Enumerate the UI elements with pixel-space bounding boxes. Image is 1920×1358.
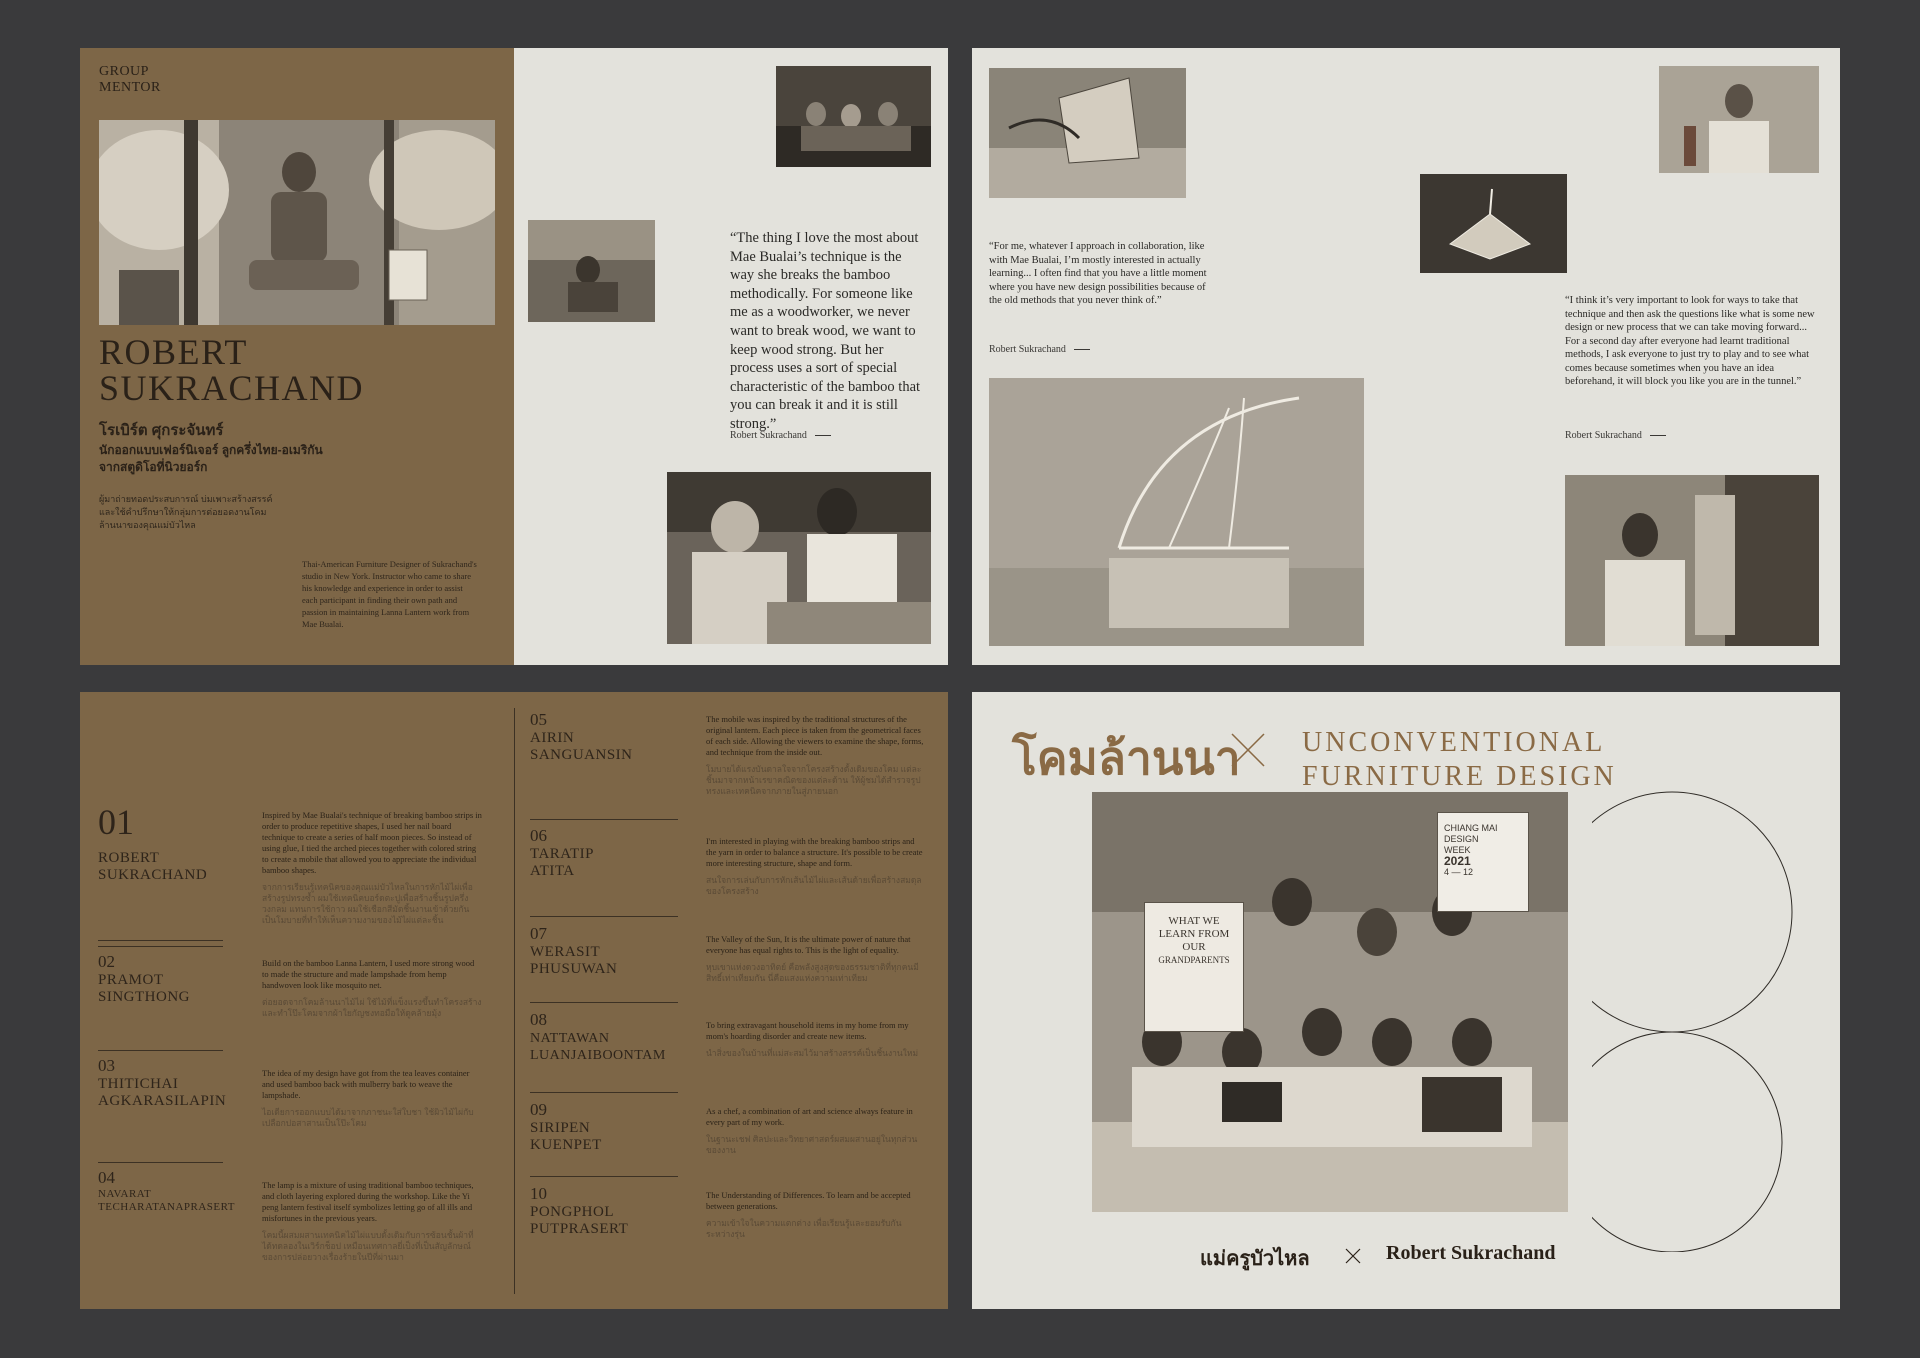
participant-10: [530, 1184, 680, 1238]
participant-09-name1: SIRIPEN: [530, 1120, 591, 1136]
photo-bamboo-sculpture: [989, 378, 1364, 646]
divider-09: [530, 1176, 678, 1177]
participant-07-number: 07: [530, 924, 547, 943]
mentor-cream-panel: [514, 48, 948, 665]
mentor-role-th-line1: นักออกแบบเฟอร์นิเจอร์ ลูกครึ่งไทย-อเมริกัน: [99, 443, 323, 457]
participant-04: [98, 1168, 258, 1214]
description-10: [706, 1190, 926, 1240]
photo-bamboo-tools: [989, 68, 1186, 198]
description-07-en: The Valley of the Sun, It is the ultimate power of nature that everyone has equal rights to. This is the light of equality.: [706, 934, 911, 955]
description-01: [262, 810, 482, 926]
photo-grandmother-and-student: [667, 472, 931, 644]
sign-design-week-dates: 4 — 12: [1444, 867, 1474, 877]
photo-working-bamboo: [528, 220, 655, 322]
description-01-th: จากการเรียนรู้เทคนิคของคุณแม่บัวไหลในการหักไม้ไผ่เพื่อสร้างรูปทรงซ้ำ ผมใช้เทคนิคบอร์ดตะปูเพื่อสร้างชิ้นรูปครึ่งวงกลม แทนการใช้กาว ผมใช้เชือกสีมัดชิ้นงานเข้าด้วยกันเป็นโมบายที่ทำให้เห็นความงามของไม้ไผ่แต่ละชิ้น: [262, 882, 473, 925]
participant-03-name1: THITICHAI: [98, 1076, 179, 1092]
mentor-name-line1: ROBERT: [99, 332, 248, 372]
participant-08-number: 08: [530, 1010, 547, 1029]
participant-09: [530, 1100, 680, 1154]
quote-new-design-attribution: [1565, 430, 1666, 441]
quote-learning: “For me, whatever I approach in collaboration, like with Mae Bualai, I’m mostly interested in actually learning... I often find that you have a little moment where you have new design possibilities because of the old methods that you never think of.”: [989, 241, 1207, 306]
participant-01: [98, 804, 228, 884]
mentor-intro-th-line2: และใช้คำปรึกษาให้กลุ่มการต่อยอดงานโคม: [99, 507, 267, 517]
mentor-role-th-line2: จากสตูดิโอที่นิวยอร์ก: [99, 460, 208, 474]
participant-04-number: 04: [98, 1168, 115, 1187]
divider-06: [530, 916, 678, 917]
participant-01-name1: ROBERT: [98, 850, 160, 866]
mentor-name-th: โรเบิร์ต ศุกระจันทร์: [99, 422, 224, 439]
participant-01-number: 01: [98, 802, 134, 842]
photo-man-smiling: [1659, 66, 1819, 173]
sign-grandparents-line2: LEARN FROM: [1158, 928, 1230, 940]
description-06-th: สนใจการเล่นกับการหักเส้นไม้ไผ่และเส้นด้ายเพื่อสร้างสมดุลของโครงสร้าง: [706, 875, 922, 896]
cover-title-th: โคมล้านนา: [1012, 732, 1241, 784]
description-06-en: I'm interested in playing with the breaking bamboo strips and the yarn in order to balance a structure. It's possible to be create more interesting structure, shape and form.: [706, 836, 923, 868]
divider-05: [530, 819, 678, 820]
participant-06-name2: ATITA: [530, 863, 575, 879]
sign-design-week: [1437, 812, 1529, 912]
participant-06-name1: TARATIP: [530, 846, 594, 862]
footer-cross-icon: [1343, 1246, 1363, 1266]
cover-footer-en: Robert Sukrachand: [1386, 1242, 1556, 1264]
mentor-portrait-photo: [99, 120, 495, 325]
divider-08: [530, 1092, 678, 1093]
participant-10-number: 10: [530, 1184, 547, 1203]
participant-05-name1: AIRIN: [530, 730, 575, 746]
description-02-th: ต่อยอดจากโคมล้านนาไม้ไผ่ ใช้ไม้ที่แข็งแรงขึ้นทำโครงสร้าง และทำโป๊ะโคมจากผ้าใยกัญชงทอมือให้ดูคล้ายมุ้ง: [262, 997, 482, 1018]
decorative-arcs: [1592, 782, 1840, 1252]
participant-09-name2: KUENPET: [530, 1137, 602, 1153]
description-02-en: Build on the bamboo Lanna Lantern, I used more strong wood to made the structure and made lampshade from hemp handwoven look like mosquito net.: [262, 958, 475, 990]
description-05-en: The mobile was inspired by the traditional structures of the original lantern. Each piece is taken from the geometrical faces of each side. Allowing the viewers to examine the shape, forms, and technique from the inside out.: [706, 714, 924, 757]
participant-03-name2: AGKARASILAPIN: [98, 1093, 227, 1109]
quote-new-design-author: Robert Sukrachand: [1565, 430, 1642, 441]
attribution-rule: [1074, 349, 1090, 350]
attribution-rule: [815, 435, 831, 436]
description-03-th: ไอเดียการออกแบบได้มาจากภาชนะใส่ใบชา ใช้ผิวไม้ไผ่กับเปลือกปอสาสานเป็นโป๊ะโคม: [262, 1107, 474, 1128]
mentor-quote-attribution: [730, 430, 831, 441]
quote-learning-author: Robert Sukrachand: [989, 344, 1066, 355]
divider-03: [98, 1162, 223, 1163]
description-06: [706, 836, 926, 897]
mentor-intro-th-line3: ล้านนาของคุณแม่บัวไหล: [99, 520, 196, 530]
cover-footer-th: แม่ครูบัวไหล: [1200, 1248, 1310, 1270]
description-04-en: The lamp is a mixture of using traditional bamboo techniques, and cloth layering explored during the workshop. Like the Yi peng lantern festival itself symbolizes letting go of all ills and misfortunes in the previous years.: [262, 1180, 474, 1223]
participant-06-number: 06: [530, 826, 547, 845]
participant-01-name2: SUKRACHAND: [98, 867, 208, 883]
description-05-th: โมบายได้แรงบันดาลใจจากโครงสร้างดั้งเดิมของโคม แต่ละชิ้นมาจากหน้าเรขาคณิตของแต่ละด้าน ให้ผู้ชมได้สำรวจรูปทรงและเทคนิคจากภายในสู่ภายนอก: [706, 764, 922, 796]
mentor-name-line2: SUKRACHAND: [99, 368, 365, 408]
participant-09-number: 09: [530, 1100, 547, 1119]
divider-07: [530, 1002, 678, 1003]
participant-05: [530, 710, 680, 764]
quote-new-design: “I think it’s very important to look for ways to take that technique and then ask the questions like what is some new design or new process that we can take moving forward... For a second day after everyone had learnt traditional methods, I ask everyone to just try to play and to see what comes because sometimes when you have an idea beforehand, it will block you like you are in the tunnel.”: [1565, 295, 1815, 387]
sign-design-week-year: 2021: [1444, 854, 1471, 868]
participant-07-name1: WERASIT: [530, 944, 601, 960]
divider-02: [98, 1050, 223, 1051]
description-07: [706, 934, 926, 984]
sign-design-week-line2: DESIGN: [1444, 834, 1479, 844]
cross-icon: [1228, 730, 1268, 770]
spread-process-quotes: [972, 48, 1840, 665]
attribution-rule: [1650, 435, 1666, 436]
photo-woman-weaving: [1565, 475, 1819, 646]
description-04-th: โคมนี้ผสมผสานเทคนิคไม้ไผ่แบบดั้งเดิมกับการซ้อนชั้นผ้าที่ได้ทดลองในเวิร์กช็อป เหมือนเทศกาลยี่เป็งที่เป็นสัญลักษณ์ของการปล่อยวางเรื่องร้ายในปีที่ผ่านมา: [262, 1230, 474, 1262]
participant-08-name1: NATTAWAN: [530, 1031, 610, 1046]
photo-group-workshop: [1092, 792, 1568, 1212]
participant-04-name1: NAVARAT: [98, 1188, 152, 1200]
participant-07-name2: PHUSUWAN: [530, 961, 618, 977]
divider-01: [98, 940, 223, 941]
participant-02-number: 02: [98, 952, 115, 971]
description-09-th: ในฐานะเชฟ ศิลปะและวิทยาศาสตร์ผสมผสานอยู่ในทุกส่วนของงาน: [706, 1134, 918, 1155]
participant-10-name1: PONGPHOL: [530, 1204, 615, 1220]
mentor-brown-panel: [80, 48, 514, 665]
participant-05-number: 05: [530, 710, 547, 729]
participant-08-name2: LUANJAIBOONTAM: [530, 1048, 666, 1063]
description-03-en: The idea of my design have got from the tea leaves container and used bamboo back with mulberry bark to weave the lampshade.: [262, 1068, 470, 1100]
description-04: [262, 1180, 482, 1263]
sign-grandparents-line4: GRANDPARENTS: [1158, 955, 1230, 965]
mentor-quote-author: Robert Sukrachand: [730, 430, 807, 441]
description-10-en: The Understanding of Differences. To learn and be accepted between generations.: [706, 1190, 911, 1211]
participant-06: [530, 826, 680, 880]
participant-07: [530, 924, 680, 978]
sign-grandparents: [1144, 902, 1244, 1032]
cover-title-en-line1: UNCONVENTIONAL: [1302, 727, 1606, 758]
participant-02: [98, 952, 238, 1006]
quote-learning-attribution: [989, 344, 1090, 355]
participant-03: [98, 1056, 238, 1110]
description-03: [262, 1068, 482, 1129]
description-08: [706, 1020, 926, 1059]
participant-03-number: 03: [98, 1056, 115, 1075]
participant-02-name2: SINGTHONG: [98, 989, 190, 1005]
participant-02-name1: PRAMOT: [98, 972, 164, 988]
spread-group-mentor: [80, 48, 948, 665]
description-02: [262, 958, 482, 1019]
mentor-quote: “The thing I love the most about Mae Bualai’s technique is the way she breaks the bamboo methodically. For someone like me as a woodworker, we never want to break wood, we want to keep wood strong. But her process uses a sort of special characteristic of the bamboo that you can break it and it is still strong.”: [730, 230, 921, 432]
section-label-line2: MENTOR: [99, 80, 161, 95]
description-10-th: ความเข้าใจในความแตกต่าง เพื่อเรียนรู้และยอมรับกันระหว่างรุ่น: [706, 1218, 902, 1239]
photo-lantern-structure: [1420, 174, 1567, 273]
sign-grandparents-line3: OUR: [1182, 941, 1206, 953]
sign-design-week-line3: WEEK: [1444, 845, 1471, 855]
cover-title-en-line2: FURNITURE DESIGN: [1302, 761, 1617, 792]
divider-01b: [98, 946, 223, 947]
mentor-bio-en: Thai-American Furniture Designer of Sukrachand's studio in New York. Instructor who came to share his knowledge and experience in order to assist each participant in finding their own path and passion in maintaining Lanna Lantern work from Mae Bualai.: [302, 559, 477, 629]
sign-grandparents-line1: WHAT WE: [1168, 915, 1220, 927]
photo-group-sitting: [776, 66, 931, 167]
description-01-en: Inspired by Mae Bualai's technique of breaking bamboo strips in order to produce repetitive shapes, I used her nail board technique to create a series of half moon pieces. So instead of using glue, I tied the arched pieces together with colored string to create a mobile that allowed you to appreciate the individual bamboo shapes.: [262, 810, 482, 875]
participant-10-name2: PUTPRASERT: [530, 1221, 629, 1237]
center-rule: [514, 708, 515, 1294]
description-08-th: นำสิ่งของในบ้านที่แม่สะสมไว้มาสร้างสรรค์เป็นชิ้นงานใหม่: [706, 1048, 919, 1058]
sign-design-week-line1: CHIANG MAI: [1444, 823, 1498, 833]
description-08-en: To bring extravagant household items in my home from my mom's hoarding disorder and create new items.: [706, 1020, 909, 1041]
section-label-line1: GROUP: [99, 64, 149, 79]
mentor-intro-th-line1: ผู้มาถ่ายทอดประสบการณ์ บ่มเพาะสร้างสรรค์: [99, 494, 273, 504]
description-07-th: หุบเขาแห่งดวงอาทิตย์ คือพลังสูงสุดของธรรมชาติที่ทุกคนมีสิทธิ์เท่าเทียมกัน นี่คือแสงแห่งความเท่าเทียม: [706, 962, 919, 983]
description-09: [706, 1106, 926, 1156]
participant-05-name2: SANGUANSIN: [530, 747, 633, 763]
participant-08: [530, 1010, 690, 1064]
description-09-en: As a chef, a combination of art and science always feature in every part of my work.: [706, 1106, 913, 1127]
spread-participants: [80, 692, 948, 1309]
participant-04-name2: TECHARATANAPRASERT: [98, 1201, 236, 1213]
spread-cover: [972, 692, 1840, 1309]
description-05: [706, 714, 926, 797]
